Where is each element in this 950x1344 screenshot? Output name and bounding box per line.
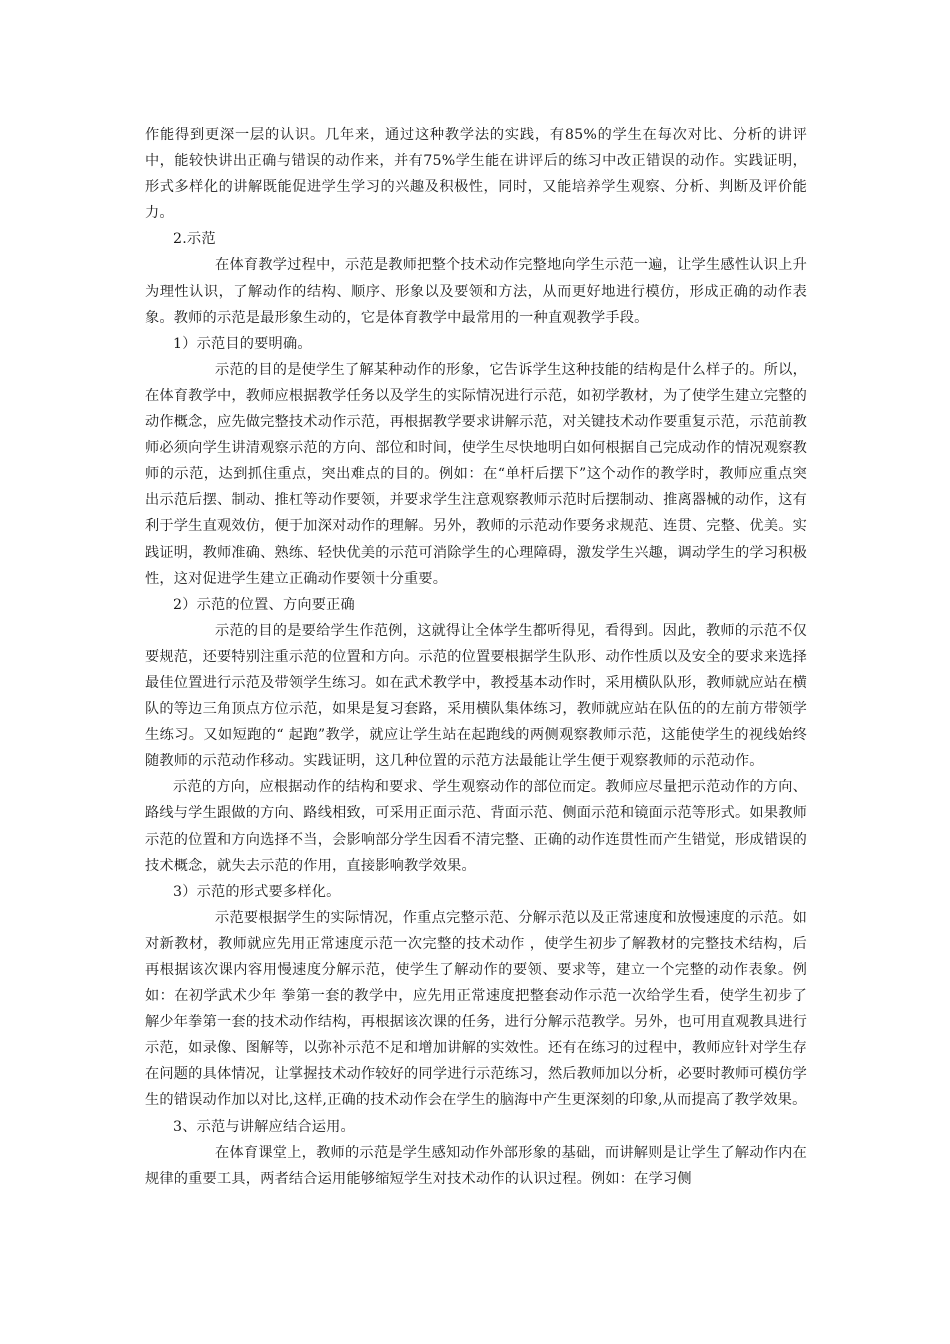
paragraph-forms: 示范要根据学生的实际情况，作重点完整示范、分解示范以及正常速度和放慢速度的示范。如对新教材，教师就应先用正常速度示范一次完整的技术动作 ，使学生初步了解教材的完整技术结构，后再根据该次课内容用慢速度分解示范，使学生了解动作的要领、要求等，建立一个完整的动作表象。例如：在初学武术少年 拳第一套的教学中，应先用正常速度把整套动作示范一次给学生看，使学生初步了解少年拳第一套的技术动作结构，再根据该次课的任务，进行分解示范教学。另外，也可用直观教具进行示范，如录像、图解等，以弥补示范不足和增加讲解的实效性。还有在练习的过程中，教师应针对学生存在问题的具体情况，让掌握技术动作较好的同学进行示范练习，然后教师加以分析，必要时教师可模仿学生的错误动作加以对比,这样,正确的技术动作会在学生的脑海中产生更深刻的印象,从而提高了教学效果。 bbox=[145, 909, 807, 1109]
document-body bbox=[145, 122, 807, 1192]
paragraph-direction: 示范的方向，应根据动作的结构和要求、学生观察动作的部位而定。教师应尽量把示范动作的方向、路线与学生跟做的方向、路线相致，可采用正面示范、背面示范、侧面示范和镜面示范等形式。如果教师示范的位置和方向选择不当，会影响部分学生因看不清完整、正确的动作连贯性而产生错觉，形成错误的技术概念，就失去示范的作用，直接影响教学效果。 bbox=[145, 779, 807, 874]
paragraph-purpose: 示范的目的是使学生了解某种动作的形象，它告诉学生这种技能的结构是什么样子的。所以，在体育教学中，教师应根据教学任务以及学生的实际情况进行示范，如初学教材，为了使学生建立完整的动作概念，应先做完整技术动作示范，再根据教学要求讲解示范，对关键技术动作要重复示范，示范前教师必须向学生讲清观察示范的方向、部位和时间，使学生尽快地明白如何根据自己完成动作的情况观察教师的示范，达到抓住重点，突出难点的目的。例如：在“单杆后摆下”这个动作的教学时，教师应重点突出示范后摆、制动、推杠等动作要领，并要求学生注意观察教师示范时后摆制动、推离器械的动作，这有利于学生直观效仿，便于加深对动作的理解。另外，教师的示范动作要务求规范、连贯、完整、优美。实践证明，教师准确、熟练、轻快优美的示范可消除学生的心理障碍，激发学生兴趣，调动学生的学习积极性，这对促进学生建立正确动作要领十分重要。 bbox=[145, 361, 807, 587]
section-heading-demonstration: 2.示范 bbox=[173, 231, 216, 248]
subheading-position-direction: 2）示范的位置、方向要正确 bbox=[173, 596, 355, 613]
paragraph-position: 示范的目的是要给学生作范例，这就得让全体学生都听得见，看得到。因此，教师的示范不仅要规范，还要特别注重示范的位置和方向。示范的位置要根据学生队形、动作性质以及安全的要求来选择最佳位置进行示范及带领学生练习。如在武术教学中，教授基本动作时，采用横队队形，教师就应站在横队的等边三角顶点方位示范，如果是复习套路，采用横队集体练习，教师就应站在队伍的的左前方带领学生练习。又如短跑的“ 起跑”教学，就应让学生站在起跑线的两侧观察教师示范，这能使学生的视线始终随教师的示范动作移动。实践证明，这几种位置的示范方法最能让学生便于观察教师的示范动作。 bbox=[145, 622, 807, 770]
subheading-forms: 3）示范的形式要多样化。 bbox=[173, 883, 341, 900]
paragraph-combination: 在体育课堂上，教师的示范是学生感知动作外部形象的基础，而讲解则是让学生了解动作内在规律的重要工具，两者结合运用能够缩短学生对技术动作的认识过程。例如：在学习侧 bbox=[145, 1144, 807, 1187]
paragraph-continuation: 作能得到更深一层的认识。几年来，通过这种教学法的实践，有85%的学生在每次对比、分析的讲评中，能较快讲出正确与错误的动作来，并有75%学生能在讲评后的练习中改正错误的动作。实践证明，形式多样化的讲解既能促进学生学习的兴趣及积极性，同时，又能培养学生观察、分析、判断及评价能力。 bbox=[145, 127, 807, 222]
section-heading-combination: 3、示范与讲解应结合运用。 bbox=[173, 1118, 355, 1135]
subheading-purpose: 1）示范目的要明确。 bbox=[173, 335, 312, 352]
paragraph-demonstration-intro: 在体育教学过程中，示范是教师把整个技术动作完整地向学生示范一遍，让学生感性认识上升为理性认识，了解动作的结构、顺序、形象以及要领和方法，从而更好地进行模仿，形成正确的动作表象。教师的示范是最形象生动的，它是体育教学中最常用的一种直观教学手段。 bbox=[145, 257, 807, 326]
